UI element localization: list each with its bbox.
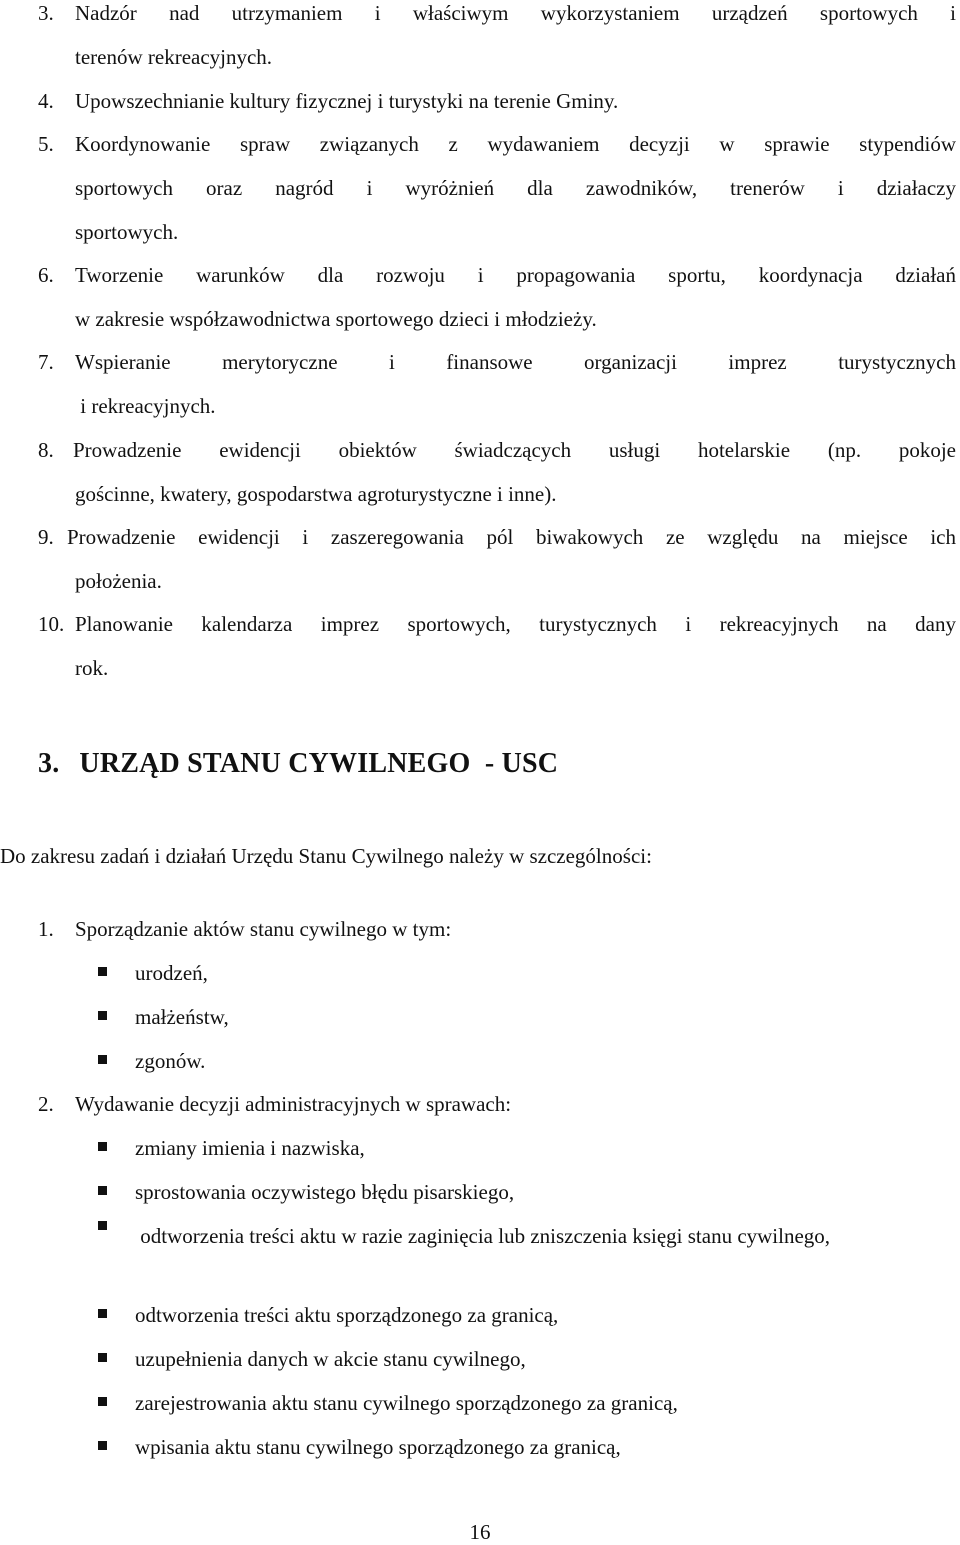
list-text-line: Prowadzenie ewidencji obiektów świadczących usługi hotelarskie (np. pokoje — [73, 438, 956, 462]
list-text-line: Nadzór nad utrzymaniem i właściwym wykorzystaniem urządzeń sportowych i — [75, 1, 956, 25]
list-number: 10. — [38, 612, 65, 636]
section-heading — [38, 748, 558, 780]
list-text-line: Upowszechnianie kultury fizycznej i turystyki na terenie Gminy. — [75, 89, 619, 113]
square-bullet-icon — [98, 1221, 107, 1230]
list-text-line: rok. — [75, 656, 109, 680]
list-number: 6. — [38, 263, 54, 287]
bullet-text: uzupełnienia danych w akcie stanu cywilnego, — [135, 1347, 526, 1371]
square-bullet-icon — [98, 1011, 107, 1020]
bullet-text: sprostowania oczywistego błędu pisarskiego, — [135, 1180, 515, 1204]
list-text-line: położenia. — [75, 569, 162, 593]
bullet-text: małżeństw, — [135, 1005, 229, 1029]
list-item-9 — [38, 524, 956, 612]
section-title: URZĄD STANU CYWILNEGO - USC — [79, 748, 559, 779]
list-item-7 — [38, 349, 956, 437]
list-text-line: Wspieranie merytoryczne i finansowe organizacji imprez turystycznych — [75, 350, 956, 374]
bullet-text: zgonów. — [135, 1049, 206, 1073]
usc-item-1 — [38, 916, 956, 960]
square-bullet-icon — [98, 1186, 107, 1195]
square-bullet-icon — [98, 1397, 107, 1406]
list-number: 7. — [38, 350, 54, 374]
list-text-line: Koordynowanie spraw związanych z wydawaniem decyzji w sprawie stypendiów — [75, 132, 956, 156]
list-text-line: i rekreacyjnych. — [75, 394, 216, 418]
square-bullet-icon — [98, 1353, 107, 1362]
bullet-item — [95, 1004, 229, 1048]
list-number: 2. — [38, 1092, 54, 1116]
list-item-6 — [38, 262, 956, 350]
square-bullet-icon — [98, 967, 107, 976]
list-text-line: Planowanie kalendarza imprez sportowych, turystycznych i rekreacyjnych na dany — [75, 612, 956, 636]
list-item-10 — [38, 611, 956, 699]
list-item-4 — [38, 88, 956, 132]
bullet-item — [95, 1048, 229, 1092]
bullet-text: zmiany imienia i nazwiska, — [135, 1136, 365, 1160]
usc-item-2 — [38, 1091, 956, 1135]
bullet-item — [95, 1302, 875, 1346]
bullet-item — [95, 960, 229, 1004]
square-bullet-icon — [98, 1309, 107, 1318]
bullet-item — [95, 1214, 875, 1302]
bullet-text: odtworzenia treści aktu sporządzonego za granicą, — [135, 1303, 559, 1327]
list-item-8 — [38, 437, 956, 525]
list-number: 8. — [38, 438, 54, 462]
bullet-text: wpisania aktu stanu cywilnego sporządzonego za granicą, — [135, 1435, 621, 1459]
bullet-text: odtworzenia treści aktu w razie zaginięcia lub zniszczenia księgi stanu cywilnego, — [135, 1224, 831, 1248]
list-number: 1. — [38, 917, 54, 941]
list-text-line: terenów rekreacyjnych. — [75, 45, 273, 69]
list-item-5 — [38, 131, 956, 263]
list-text-line: w zakresie współzawodnictwa sportowego dzieci i młodzieży. — [75, 307, 597, 331]
usc-item-2-bullets — [95, 1135, 875, 1478]
list-number: 9. — [38, 525, 54, 549]
list-text-line: sportowych. — [75, 220, 179, 244]
bullet-text: zarejestrowania aktu stanu cywilnego sporządzonego za granicą, — [135, 1391, 678, 1415]
square-bullet-icon — [98, 1055, 107, 1064]
list-item-3 — [38, 0, 956, 88]
list-text-line: Prowadzenie ewidencji i zaszeregowania pól biwakowych ze względu na miejsce ich — [67, 525, 956, 549]
list-text-line: Sporządzanie aktów stanu cywilnego w tym: — [75, 917, 452, 941]
list-text-line: sportowych oraz nagród i wyróżnień dla zawodników, trenerów i działaczy — [75, 176, 956, 200]
section-intro: Do zakresu zadań i działań Urzędu Stanu Cywilnego należy w szczególności: — [0, 844, 652, 868]
square-bullet-icon — [98, 1441, 107, 1450]
page-number: 16 — [469, 1520, 491, 1544]
bullet-item — [95, 1346, 875, 1390]
bullet-item — [95, 1135, 875, 1179]
usc-item-1-bullets — [95, 960, 229, 1092]
bullet-item — [95, 1434, 875, 1478]
bullet-item — [95, 1390, 875, 1434]
bullet-text: urodzeń, — [135, 961, 208, 985]
list-number: 3. — [38, 1, 54, 25]
list-number: 4. — [38, 89, 54, 113]
list-text-line: Tworzenie warunków dla rozwoju i propagowania sportu, koordynacja działań — [75, 263, 956, 287]
list-number: 5. — [38, 132, 54, 156]
square-bullet-icon — [98, 1142, 107, 1151]
list-text-line: Wydawanie decyzji administracyjnych w sprawach: — [75, 1092, 512, 1116]
section-number: 3. — [38, 748, 60, 779]
list-text-line: gościnne, kwatery, gospodarstwa agroturystyczne i inne). — [75, 482, 557, 506]
